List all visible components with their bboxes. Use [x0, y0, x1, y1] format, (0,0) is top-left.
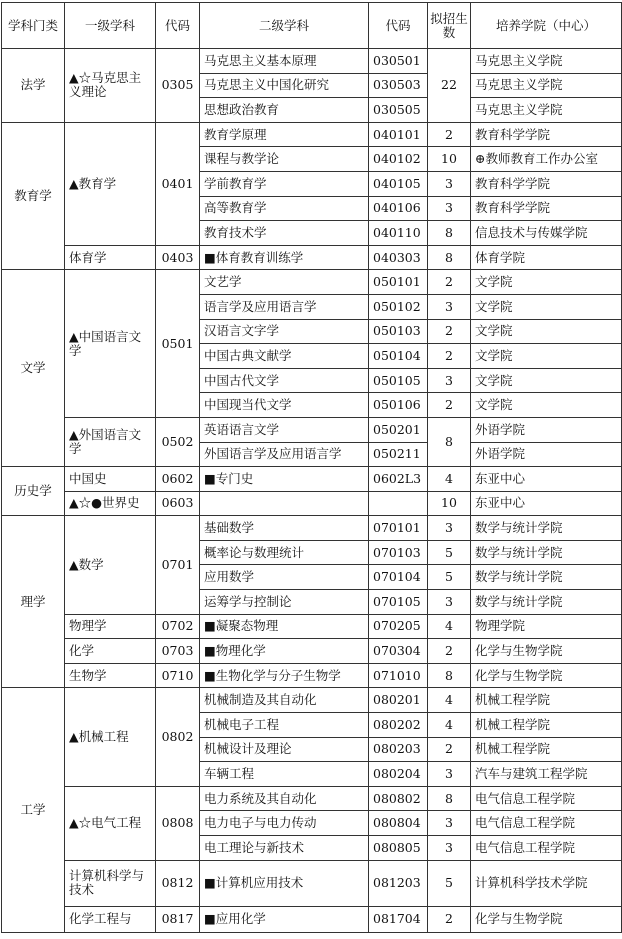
second-code-cell: 050201 — [369, 417, 428, 442]
second-discipline-cell — [200, 491, 369, 516]
second-discipline-cell: 车辆工程 — [200, 762, 369, 787]
second-discipline-cell: 高等教育学 — [200, 196, 369, 221]
table-row — [2, 122, 622, 147]
first-code-cell: 0817 — [156, 906, 200, 932]
first-discipline-cell: 体育学 — [65, 245, 156, 270]
second-discipline-cell: 概率论与数理统计 — [200, 540, 369, 565]
quota-cell: 2 — [428, 393, 471, 418]
second-code-cell: 080201 — [369, 688, 428, 713]
header-code2: 代码 — [369, 3, 428, 49]
second-discipline-cell: 教育学原理 — [200, 122, 369, 147]
second-discipline-cell: 汉语言文字学 — [200, 319, 369, 344]
second-code-cell: 080805 — [369, 836, 428, 861]
first-discipline-cell: 物理学 — [65, 614, 156, 639]
college-cell: 文学院 — [471, 319, 622, 344]
first-discipline-cell: ▲☆马克思主义理论 — [65, 49, 156, 123]
quota-cell: 3 — [428, 836, 471, 861]
first-discipline-cell: 化学 — [65, 639, 156, 664]
first-discipline-cell: 中国史 — [65, 467, 156, 492]
college-cell: 马克思主义学院 — [471, 98, 622, 123]
second-discipline-cell: 马克思主义中国化研究 — [200, 73, 369, 98]
second-code-cell: 0602L3 — [369, 467, 428, 492]
category-cell: 理学 — [2, 516, 65, 688]
college-cell: 教育科学学院 — [471, 196, 622, 221]
first-code-cell: 0703 — [156, 639, 200, 664]
first-discipline-cell: 生物学 — [65, 663, 156, 688]
second-code-cell: 040105 — [369, 171, 428, 196]
college-cell: 东亚中心 — [471, 467, 622, 492]
second-code-cell: 071010 — [369, 663, 428, 688]
first-code-cell: 0702 — [156, 614, 200, 639]
quota-cell: 4 — [428, 614, 471, 639]
first-code-cell: 0403 — [156, 245, 200, 270]
second-discipline-cell: 外国语言学及应用语言学 — [200, 442, 369, 467]
second-code-cell: 030501 — [369, 49, 428, 74]
college-cell: 化学与生物学院 — [471, 639, 622, 664]
college-cell: 教育科学学院 — [471, 122, 622, 147]
second-discipline-cell: 机械设计及理论 — [200, 737, 369, 762]
college-cell: 机械工程学院 — [471, 688, 622, 713]
second-discipline-cell: 语言学及应用语言学 — [200, 294, 369, 319]
second-discipline-cell: 运筹学与控制论 — [200, 590, 369, 615]
second-code-cell: 080804 — [369, 811, 428, 836]
college-cell: 文学院 — [471, 344, 622, 369]
first-code-cell: 0305 — [156, 49, 200, 123]
college-cell: 化学与生物学院 — [471, 663, 622, 688]
second-discipline-cell: 学前教育学 — [200, 171, 369, 196]
category-cell: 法学 — [2, 49, 65, 123]
college-cell: 文学院 — [471, 270, 622, 295]
quota-cell: 8 — [428, 245, 471, 270]
second-code-cell: 040102 — [369, 147, 428, 172]
college-cell: 化学与生物学院 — [471, 906, 622, 932]
college-cell: 数学与统计学院 — [471, 516, 622, 541]
quota-cell: 3 — [428, 368, 471, 393]
quota-cell: 5 — [428, 565, 471, 590]
second-discipline-cell: 电力系统及其自动化 — [200, 786, 369, 811]
quota-cell: 3 — [428, 516, 471, 541]
second-code-cell: 050101 — [369, 270, 428, 295]
table-row — [2, 860, 622, 906]
first-code-cell: 0401 — [156, 122, 200, 245]
college-cell: 计算机科学技术学院 — [471, 860, 622, 906]
second-discipline-cell: ■生物化学与分子生物学 — [200, 663, 369, 688]
first-code-cell: 0502 — [156, 417, 200, 466]
second-discipline-cell: 电工理论与新技术 — [200, 836, 369, 861]
first-discipline-cell: ▲外国语言文学 — [65, 417, 156, 466]
quota-cell: 2 — [428, 344, 471, 369]
first-discipline-cell: ▲☆电气工程 — [65, 786, 156, 860]
second-code-cell: 050102 — [369, 294, 428, 319]
quota-cell: 3 — [428, 762, 471, 787]
header-row — [2, 3, 622, 49]
college-cell: 文学院 — [471, 368, 622, 393]
table-row — [2, 614, 622, 639]
quota-cell: 3 — [428, 196, 471, 221]
second-code-cell: 081704 — [369, 906, 428, 932]
quota-cell: 2 — [428, 639, 471, 664]
second-code-cell: 050103 — [369, 319, 428, 344]
second-discipline-cell: ■应用化学 — [200, 906, 369, 932]
first-code-cell: 0710 — [156, 663, 200, 688]
header-quota: 拟招生数 — [428, 3, 471, 49]
college-cell: 信息技术与传媒学院 — [471, 221, 622, 246]
table-row — [2, 639, 622, 664]
second-code-cell: 070105 — [369, 590, 428, 615]
quota-cell: 3 — [428, 294, 471, 319]
table-row — [2, 688, 622, 713]
quota-cell: 4 — [428, 467, 471, 492]
second-discipline-cell: ■计算机应用技术 — [200, 860, 369, 906]
college-cell: 外语学院 — [471, 417, 622, 442]
second-code-cell: 050211 — [369, 442, 428, 467]
second-discipline-cell: 电力电子与电力传动 — [200, 811, 369, 836]
second-discipline-cell: 英语语言文学 — [200, 417, 369, 442]
quota-cell: 2 — [428, 270, 471, 295]
college-cell: 数学与统计学院 — [471, 540, 622, 565]
quota-cell: 8 — [428, 663, 471, 688]
table-row — [2, 270, 622, 295]
quota-cell: 2 — [428, 122, 471, 147]
first-code-cell: 0701 — [156, 516, 200, 614]
first-code-cell: 0603 — [156, 491, 200, 516]
quota-cell: 5 — [428, 860, 471, 906]
quota-cell: 8 — [428, 417, 471, 466]
first-code-cell: 0808 — [156, 786, 200, 860]
college-cell: 数学与统计学院 — [471, 590, 622, 615]
second-discipline-cell: 课程与教学论 — [200, 147, 369, 172]
second-code-cell: 080204 — [369, 762, 428, 787]
second-discipline-cell: 中国古代文学 — [200, 368, 369, 393]
college-cell: 外语学院 — [471, 442, 622, 467]
quota-cell: 2 — [428, 906, 471, 932]
second-code-cell: 080802 — [369, 786, 428, 811]
second-code-cell: 070103 — [369, 540, 428, 565]
second-discipline-cell: 思想政治教育 — [200, 98, 369, 123]
discipline-table — [1, 2, 622, 933]
college-cell: 机械工程学院 — [471, 737, 622, 762]
first-discipline-cell: 化学工程与 — [65, 906, 156, 932]
second-code-cell: 070304 — [369, 639, 428, 664]
quota-cell: 8 — [428, 786, 471, 811]
table-row — [2, 906, 622, 932]
second-code-cell: 081203 — [369, 860, 428, 906]
header-first-level: 一级学科 — [65, 3, 156, 49]
quota-cell: 3 — [428, 590, 471, 615]
college-cell: 汽车与建筑工程学院 — [471, 762, 622, 787]
first-discipline-cell: ▲☆●世界史 — [65, 491, 156, 516]
second-code-cell: 040303 — [369, 245, 428, 270]
table-row — [2, 491, 622, 516]
first-discipline-cell: ▲机械工程 — [65, 688, 156, 786]
college-cell: 体育学院 — [471, 245, 622, 270]
quota-cell: 22 — [428, 49, 471, 123]
header-category: 学科门类 — [2, 3, 65, 49]
header-college: 培养学院（中心） — [471, 3, 622, 49]
college-cell: 马克思主义学院 — [471, 49, 622, 74]
quota-cell: 3 — [428, 171, 471, 196]
first-code-cell: 0802 — [156, 688, 200, 786]
college-cell: 机械工程学院 — [471, 713, 622, 738]
first-discipline-cell: ▲中国语言文学 — [65, 270, 156, 418]
second-discipline-cell: 机械电子工程 — [200, 713, 369, 738]
college-cell: 电气信息工程学院 — [471, 836, 622, 861]
table-row — [2, 786, 622, 811]
first-code-cell: 0602 — [156, 467, 200, 492]
second-discipline-cell: 中国现当代文学 — [200, 393, 369, 418]
table-row — [2, 663, 622, 688]
first-discipline-cell: ▲教育学 — [65, 122, 156, 245]
second-code-cell: 070104 — [369, 565, 428, 590]
quota-cell: 4 — [428, 713, 471, 738]
college-cell: 文学院 — [471, 393, 622, 418]
second-code-cell — [369, 491, 428, 516]
second-discipline-cell: 中国古典文献学 — [200, 344, 369, 369]
college-cell: 电气信息工程学院 — [471, 786, 622, 811]
first-code-cell: 0812 — [156, 860, 200, 906]
quota-cell: 5 — [428, 540, 471, 565]
quota-cell: 2 — [428, 737, 471, 762]
second-discipline-cell: 基础数学 — [200, 516, 369, 541]
second-code-cell: 050105 — [369, 368, 428, 393]
college-cell: ⊕教师教育工作办公室 — [471, 147, 622, 172]
second-discipline-cell: 马克思主义基本原理 — [200, 49, 369, 74]
first-code-cell: 0501 — [156, 270, 200, 418]
table-row — [2, 516, 622, 541]
table-row — [2, 467, 622, 492]
header-second-level: 二级学科 — [200, 3, 369, 49]
second-discipline-cell: ■体育教育训练学 — [200, 245, 369, 270]
table-row — [2, 49, 622, 74]
category-cell: 文学 — [2, 270, 65, 467]
category-cell: 教育学 — [2, 122, 65, 270]
second-code-cell: 030503 — [369, 73, 428, 98]
quota-cell: 10 — [428, 491, 471, 516]
quota-cell: 10 — [428, 147, 471, 172]
second-code-cell: 040110 — [369, 221, 428, 246]
second-code-cell: 070101 — [369, 516, 428, 541]
second-code-cell: 030505 — [369, 98, 428, 123]
college-cell: 物理学院 — [471, 614, 622, 639]
second-code-cell: 040106 — [369, 196, 428, 221]
second-discipline-cell: 机械制造及其自动化 — [200, 688, 369, 713]
table-row — [2, 245, 622, 270]
second-discipline-cell: 应用数学 — [200, 565, 369, 590]
second-code-cell: 080203 — [369, 737, 428, 762]
quota-cell: 8 — [428, 221, 471, 246]
second-discipline-cell: 文艺学 — [200, 270, 369, 295]
second-code-cell: 080202 — [369, 713, 428, 738]
second-code-cell: 040101 — [369, 122, 428, 147]
table-row — [2, 417, 622, 442]
header-code1: 代码 — [156, 3, 200, 49]
college-cell: 文学院 — [471, 294, 622, 319]
second-discipline-cell: 教育技术学 — [200, 221, 369, 246]
category-cell: 工学 — [2, 688, 65, 932]
college-cell: 教育科学学院 — [471, 171, 622, 196]
college-cell: 数学与统计学院 — [471, 565, 622, 590]
second-discipline-cell: ■凝聚态物理 — [200, 614, 369, 639]
quota-cell: 2 — [428, 319, 471, 344]
second-discipline-cell: ■专门史 — [200, 467, 369, 492]
college-cell: 东亚中心 — [471, 491, 622, 516]
category-cell: 历史学 — [2, 467, 65, 516]
college-cell: 马克思主义学院 — [471, 73, 622, 98]
college-cell: 电气信息工程学院 — [471, 811, 622, 836]
quota-cell: 4 — [428, 688, 471, 713]
quota-cell: 3 — [428, 811, 471, 836]
first-discipline-cell: 计算机科学与技术 — [65, 860, 156, 906]
second-discipline-cell: ■物理化学 — [200, 639, 369, 664]
second-code-cell: 050104 — [369, 344, 428, 369]
second-code-cell: 070205 — [369, 614, 428, 639]
first-discipline-cell: ▲数学 — [65, 516, 156, 614]
second-code-cell: 050106 — [369, 393, 428, 418]
